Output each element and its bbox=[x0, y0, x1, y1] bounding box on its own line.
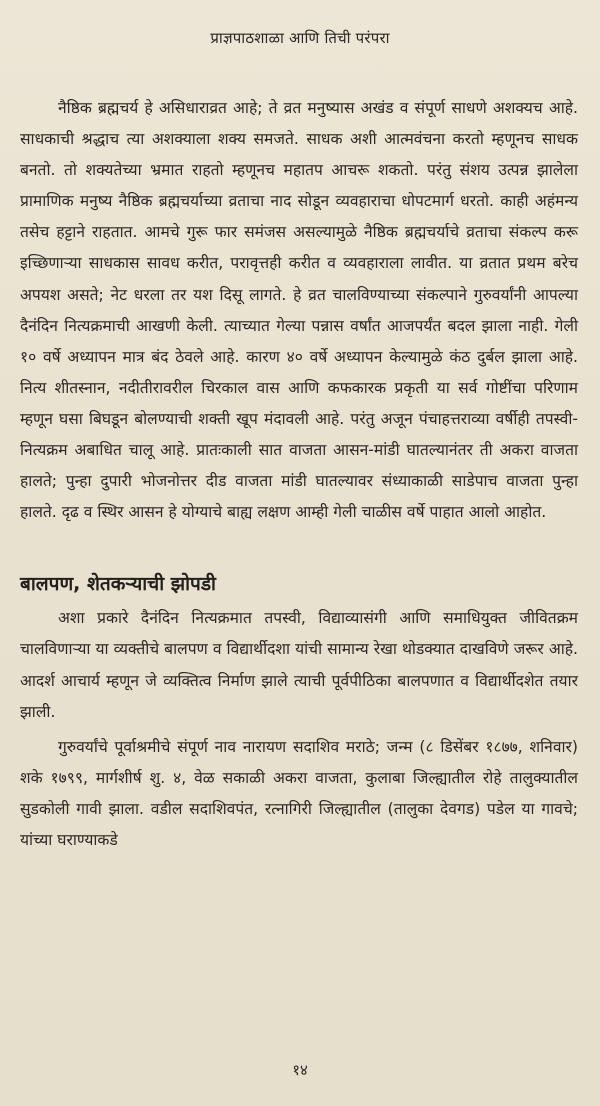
body-paragraph: नैष्ठिक ब्रह्मचर्य हे असिधाराव्रत आहे; ते व्रत मनुष्यास अखंड व संपूर्ण साधणे अशक्यच आहे. साधकाची श्रद्धाच त्या अशक्याला शक्य समजते. साधक अशी आत्मवंचना करतो म्हणूनच साधक बनतो. तो शक्यतेच्या भ्रमात राहतो म्हणूनच महातप आचरू शकतो. परंतु संशय उत्पन्न झालेला प्रामाणिक मनुष्य नैष्ठिक ब्रह्मचर्याच्या व्रताचा नाद सोडून व्यवहाराचा धोपटमार्ग धरतो. काही अहंमन्य तसेच हट्टाने राहतात. आमचे गुरू फार समंजस असल्यामुळे नैष्ठिक ब्रह्मचर्याचे व्रताचा संकल्प करू इच्छिणाऱ्या साधकास सावध करीत, परावृत्तही करीत व व्यवहाराला लावीत. या व्रतात प्रथम बरेच अपयश असते; नेट धरला तर यश दिसू लागते. हे व्रत चालविण्याच्या संकल्पाने गुरुवर्यांनी आपल्या दैनंदिन नित्यक्रमाची आखणी केली. त्याच्यात गेल्या पन्नास वर्षांत आजपर्यंत बदल झाला नाही. गेली १० वर्षे अध्यापन मात्र बंद ठेवले आहे. कारण ४० वर्षे अध्यापन केल्यामुळे कंठ दुर्बल झाला आहे. नित्य शीतस्नान, नदीतीरावरील चिरकाल वास आणि कफकारक प्रकृती या सर्व गोष्टींचा परिणाम म्हणून घसा बिघडून बोलण्याची शक्ती खूप मंदावली आहे. परंतु अजून पंचाहत्तराव्या वर्षीही तपस्वी-नित्यक्रम अबाधित चालू आहे. प्रातःकाली सात वाजता आसन-मांडी घातल्यानंतर ती अकरा वाजता हालते; पुन्हा दुपारी भोजनोत्तर दीड वाजता मांडी घातल्यावर संध्याकाळी साडेपाच वाजता पुन्हा हालते. दृढ व स्थिर आसन हे योग्याचे बाह्य लक्षण आम्ही गेली चाळीस वर्षे पाहात आलो आहोत. bbox=[20, 99, 578, 522]
body-paragraph: अशा प्रकारे दैनंदिन नित्यक्रमात तपस्वी, विद्याव्यासंगी आणि समाधियुक्त जीवितक्रम चालविणाऱ्या या व्यक्तीचे बालपण व विद्यार्थीदशा यांची सामान्य रेखा थोडक्यात दाखविणे जरूर आहे. आदर्श आचार्य म्हणून जे व्यक्तित्व निर्माण झाले त्याची पूर्वपीठिका बालपणात व विद्यार्थीदशेत तयार झाली. bbox=[20, 609, 578, 721]
body-paragraph: गुरुवर्यांचे पूर्वाश्रमीचे संपूर्ण नाव नारायण सदाशिव मराठे; जन्म (८ डिसेंबर १८७७, शनिवार) शके १७९९, मार्गशीर्ष शु. ४, वेळ सकाळी अकरा वाजता, कुलाबा जिल्ह्यातील रोहे तालुक्यातील सुडकोली गावी झाला. वडील सदाशिवपंत, रत्नागिरी जिल्ह्यातील (तालुका देवगड) पडेल या गावचे; यांच्या घराण्याकडे bbox=[20, 737, 578, 849]
running-header: प्राज्ञपाठशाळा आणि तिची परंपरा bbox=[210, 29, 390, 47]
page-number: १४ bbox=[292, 1061, 308, 1079]
page-body bbox=[20, 93, 578, 856]
section-heading: बालपण, शेतकऱ्याची झोपडी bbox=[20, 573, 216, 596]
